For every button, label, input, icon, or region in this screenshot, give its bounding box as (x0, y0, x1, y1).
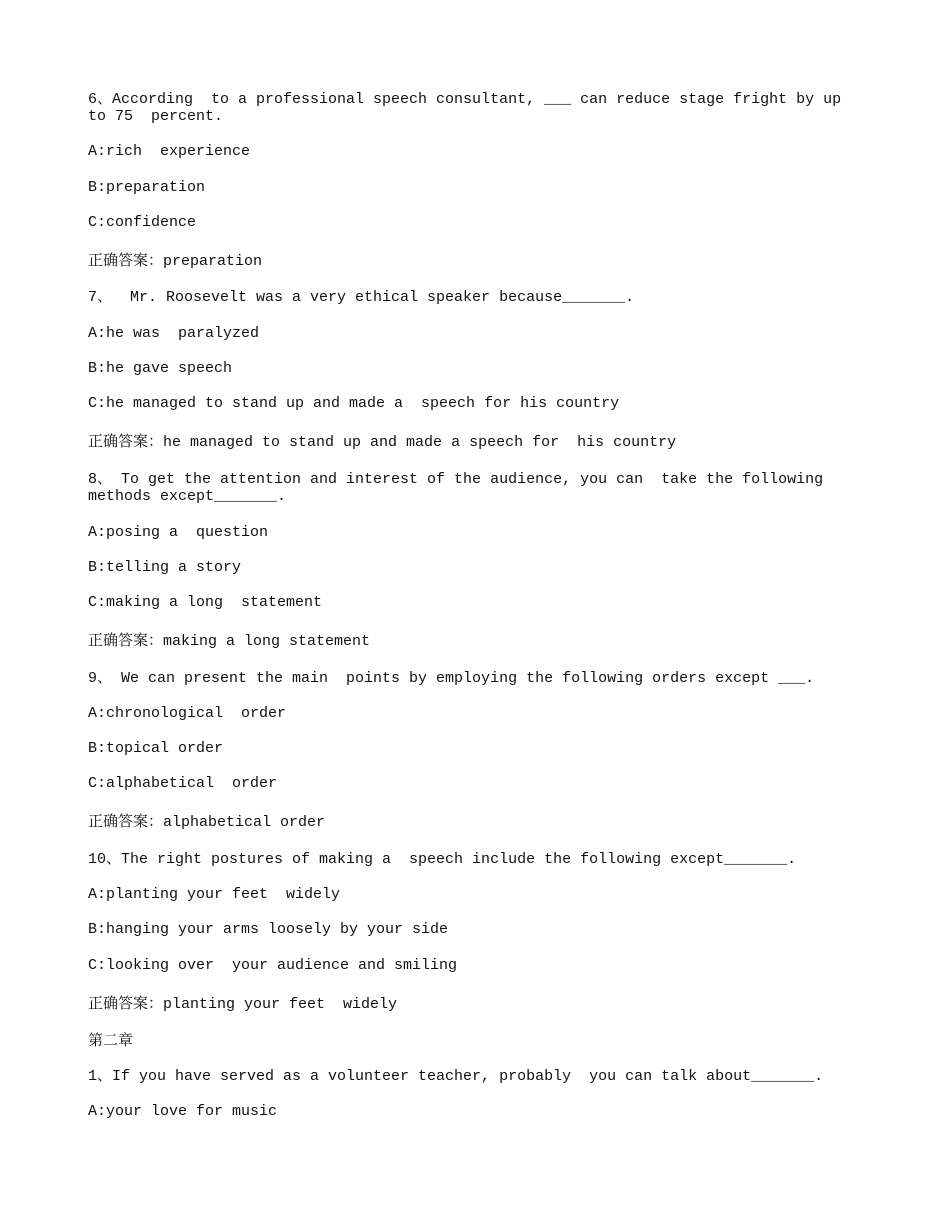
answer-line (88, 632, 858, 650)
answer-value: alphabetical order (163, 814, 326, 831)
option-c: C:making a long statement (88, 594, 323, 611)
answer-label: 正确答案： (88, 251, 164, 269)
answer-line (88, 433, 858, 451)
answer-value: making a long statement (163, 633, 371, 650)
option-b: B:hanging your arms loosely by your side (88, 921, 449, 938)
answer-label: 正确答案： (88, 432, 164, 450)
question-stem: 7、 Mr. Roosevelt was a very ethical speaker because_______. (88, 289, 635, 306)
option-c: C:looking over your audience and smiling (88, 957, 458, 974)
option-b: B:topical order (88, 740, 224, 757)
option-a: A:posing a question (88, 524, 269, 541)
answer-line (88, 813, 858, 831)
question-stem: 1、If you have served as a volunteer teacher, probably you can talk about_______. (88, 1068, 824, 1085)
option-b: B:telling a story (88, 559, 242, 576)
option-a: A:planting your feet widely (88, 886, 341, 903)
question-stem: 6、According to a professional speech consultant, ___ can reduce stage fright by up to 75 percent. (88, 91, 851, 125)
answer-line (88, 252, 858, 270)
option-a: A:your love for music (88, 1103, 278, 1120)
option-a: A:rich experience (88, 143, 251, 160)
question-stem: 9、 We can present the main points by employing the following orders except ___. (88, 670, 815, 687)
option-c: C:he managed to stand up and made a speech for his country (88, 395, 620, 412)
answer-value: preparation (163, 253, 263, 270)
option-a: A:he was paralyzed (88, 325, 260, 342)
answer-value: he managed to stand up and made a speech for his country (163, 434, 677, 451)
option-c: C:alphabetical order (88, 775, 278, 792)
option-c: C:confidence (88, 214, 197, 231)
answer-value: planting your feet widely (163, 996, 398, 1013)
question-stem: 8、 To get the attention and interest of the audience, you can take the following methods except_______. (88, 471, 833, 505)
option-b: B:he gave speech (88, 360, 233, 377)
option-a: A:chronological order (88, 705, 287, 722)
chapter-heading: 第二章 (88, 1031, 134, 1049)
question-stem: 10、The right postures of making a speech include the following except_______. (88, 851, 797, 868)
option-b: B:preparation (88, 179, 206, 196)
answer-label: 正确答案： (88, 631, 164, 649)
answer-label: 正确答案： (88, 994, 164, 1012)
answer-line (88, 995, 858, 1013)
answer-label: 正确答案： (88, 812, 164, 830)
document-page (88, 0, 858, 1230)
